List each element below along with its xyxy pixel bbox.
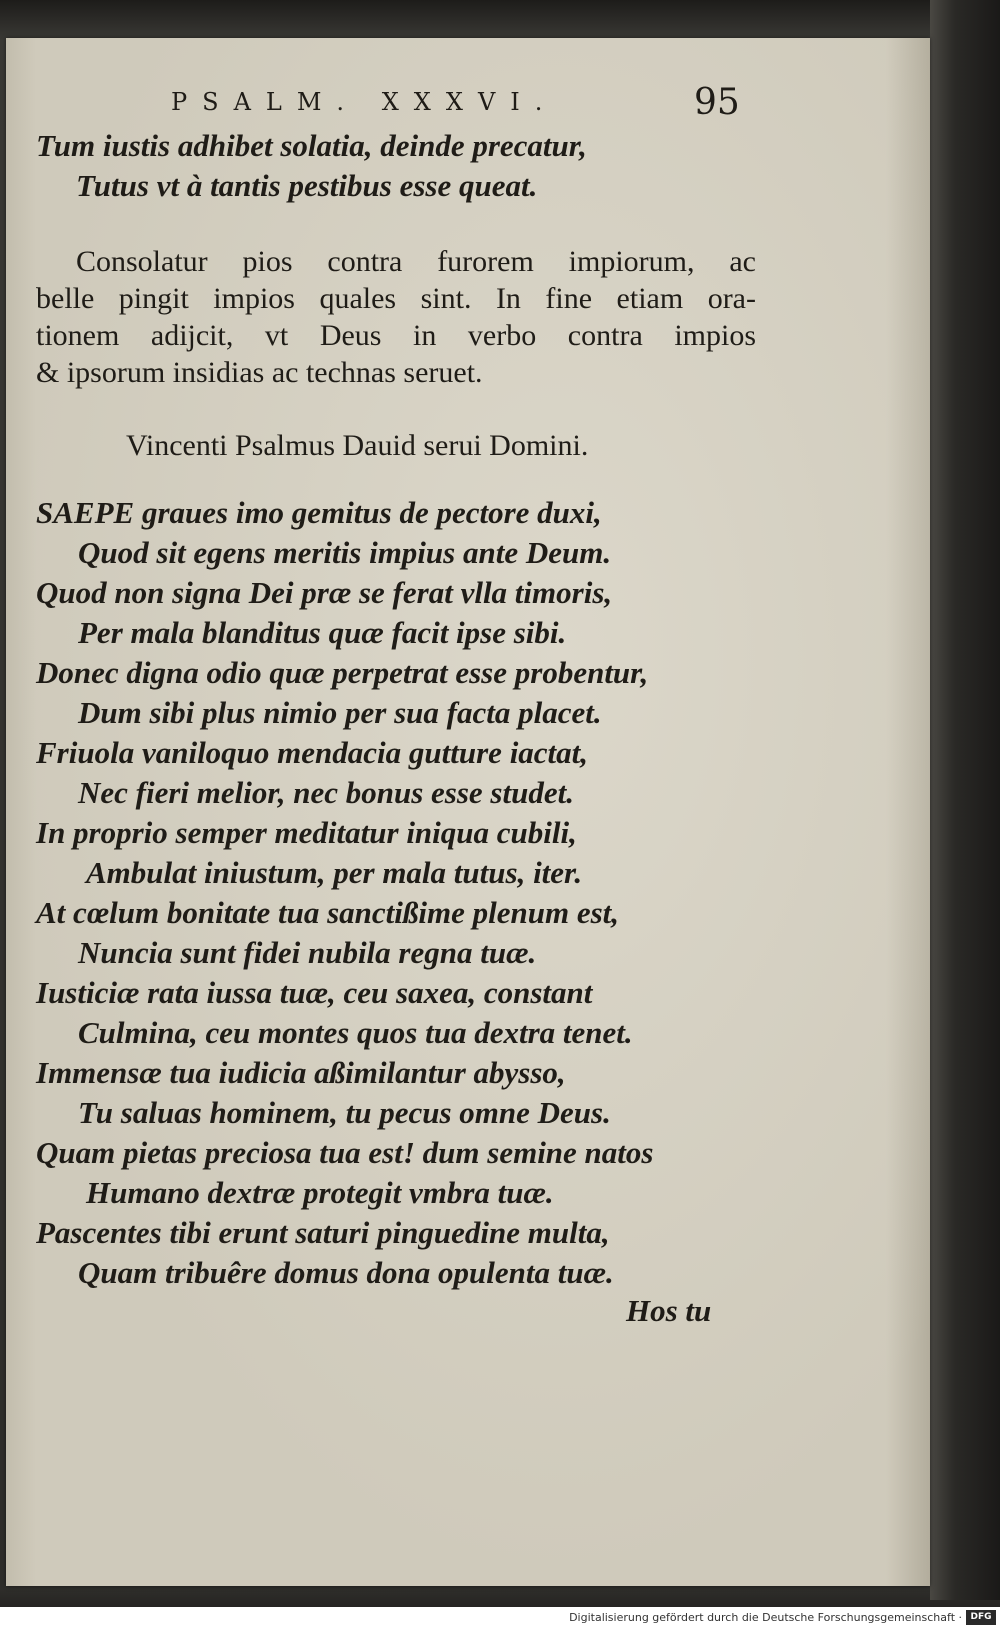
verse-line: In proprio semper meditatur iniqua cubili, bbox=[36, 815, 577, 850]
verse-line: Pascentes tibi erunt saturi pinguedine multa, bbox=[36, 1215, 610, 1250]
catchword: Hos tu bbox=[626, 1293, 712, 1328]
argument-line: Consolatur pios contra furorem impiorum, ac bbox=[76, 245, 756, 278]
verse-line: Humano dextræ protegit vmbra tuæ. bbox=[86, 1175, 554, 1210]
verse-line: Friuola vaniloquo mendacia gutture iactat, bbox=[36, 735, 589, 770]
verse-line: Quam pietas preciosa tua est! dum semine natos bbox=[36, 1135, 654, 1170]
digitization-footer bbox=[0, 1607, 1000, 1629]
psalm-heading: Vincenti Psalmus Dauid serui Domini. bbox=[126, 429, 589, 462]
verse-line: Quam tribuêre domus dona opulenta tuæ. bbox=[78, 1255, 614, 1290]
verse-line: Dum sibi plus nimio per sua facta placet. bbox=[78, 695, 602, 730]
summary-line: Tum iustis adhibet solatia, deinde precatur, bbox=[36, 128, 587, 163]
page-header bbox=[6, 82, 930, 128]
verse-line: Per mala blanditus quæ facit ipse sibi. bbox=[78, 615, 567, 650]
verse-line: Quod sit egens meritis impius ante Deum. bbox=[78, 535, 612, 570]
verse-line: Donec digna odio quæ perpetrat esse probentur, bbox=[36, 655, 649, 690]
verse-line: SAEPE graues imo gemitus de pectore duxi, bbox=[36, 495, 602, 530]
running-title: PSALM. XXXVI. bbox=[171, 88, 558, 116]
summary-line: Tutus vt à tantis pestibus esse queat. bbox=[76, 168, 538, 203]
verse-line: Nuncia sunt fidei nubila regna tuæ. bbox=[78, 935, 537, 970]
verse-line: At cœlum bonitate tua sanctißime plenum est, bbox=[36, 895, 620, 930]
argument-line: & ipsorum insidias ac technas seruet. bbox=[36, 356, 483, 389]
verse-line: Nec fieri melior, nec bonus esse studet. bbox=[78, 775, 574, 810]
verse-line: Tu saluas hominem, tu pecus omne Deus. bbox=[78, 1095, 611, 1130]
verse-line: Ambulat iniustum, per mala tutus, iter. bbox=[86, 855, 583, 890]
argument-line: tionem adijcit, vt Deus in verbo contra impios bbox=[36, 319, 756, 352]
verse-line: Iusticiæ rata iussa tuæ, ceu saxea, constant bbox=[36, 975, 593, 1010]
funding-credit: Digitalisierung gefördert durch die Deutsche Forschungsgemeinschaft · bbox=[569, 1611, 962, 1624]
book-edge bbox=[930, 0, 1000, 1600]
argument-line: belle pingit impios quales sint. In fine etiam ora- bbox=[36, 282, 756, 315]
verse-line: Quod non signa Dei præ se ferat vlla timoris, bbox=[36, 575, 613, 610]
argument-paragraph bbox=[36, 243, 756, 391]
book-page bbox=[6, 38, 930, 1586]
dfg-logo: DFG bbox=[966, 1610, 996, 1625]
page-number: 95 bbox=[694, 82, 740, 123]
verse-line: Culmina, ceu montes quos tua dextra tenet. bbox=[78, 1015, 633, 1050]
verse-line: Immensæ tua iudicia aßimilantur abysso, bbox=[36, 1055, 566, 1090]
